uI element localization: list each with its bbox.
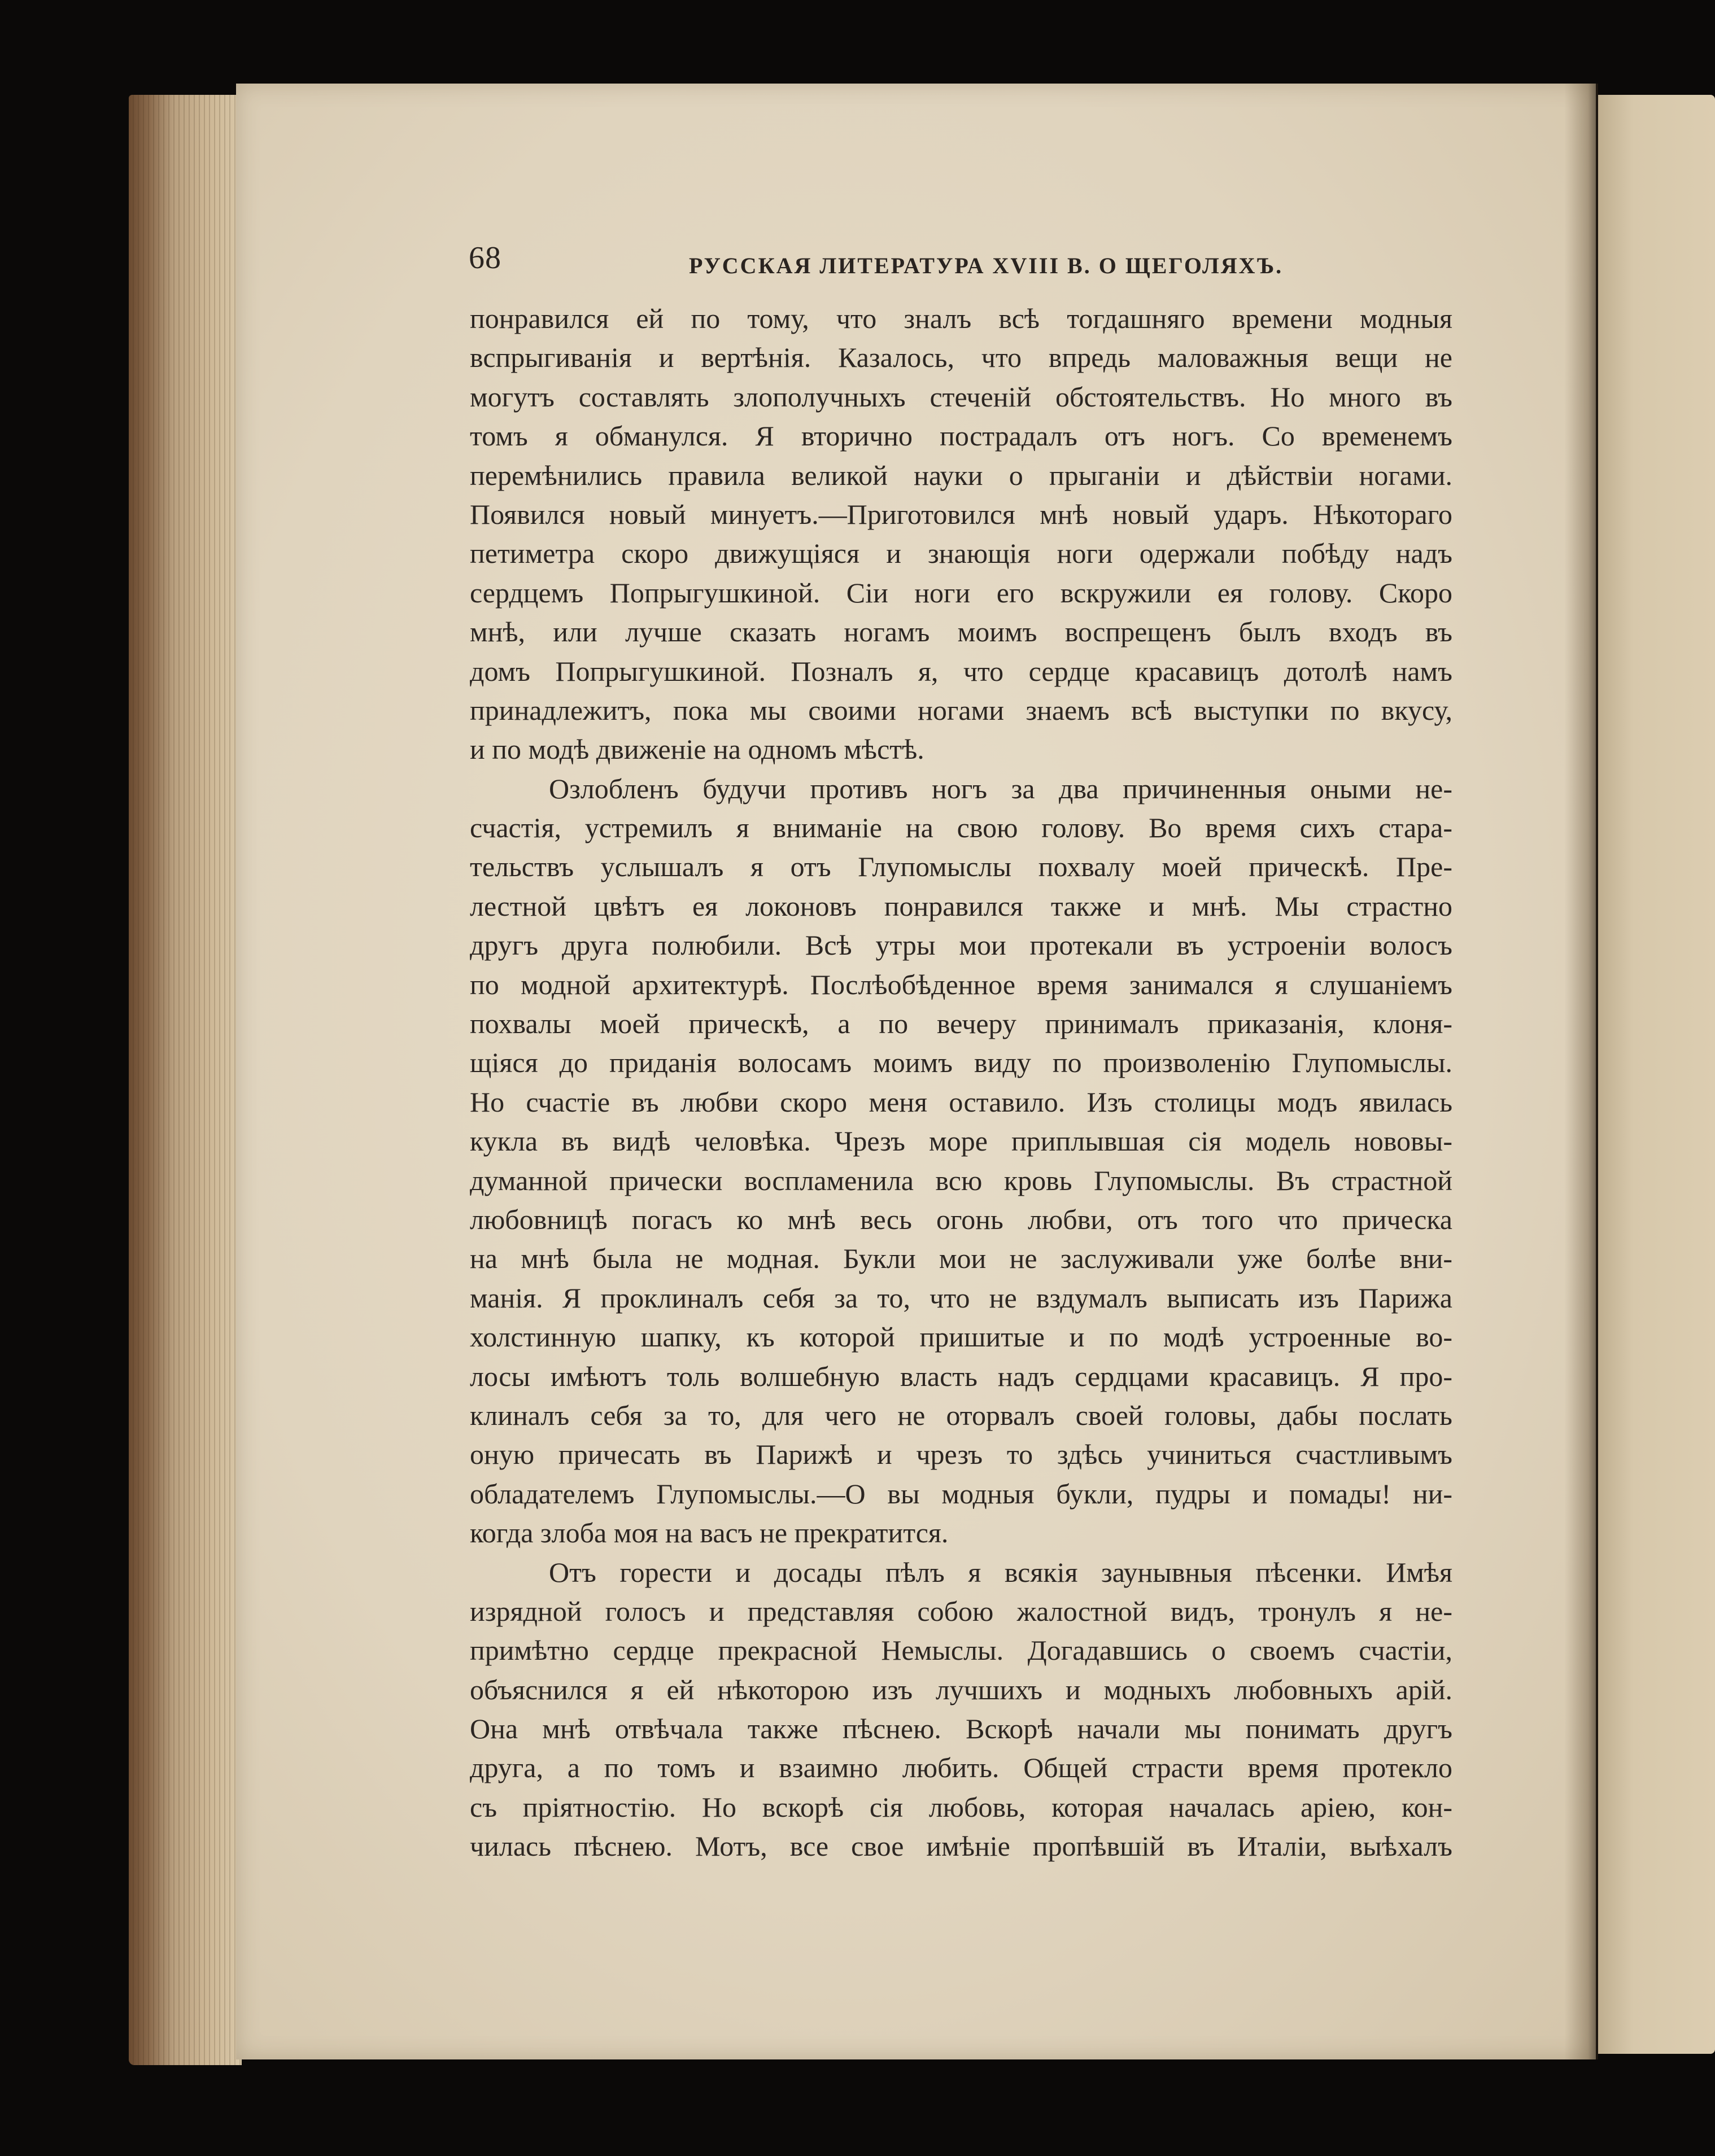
text-line: обладателемъ Глупомыслы.—О вы модныя букли, пудры и помады! ни- xyxy=(470,1477,1452,1510)
book-fore-edge xyxy=(129,95,242,2065)
text-line: петиметра скоро движущіяся и знающія ноги одержали побѣду надъ xyxy=(470,537,1452,570)
text-line: съ пріятностію. Но вскорѣ сія любовь, которая началась аріею, кон- xyxy=(470,1791,1452,1823)
page-gutter-shadow xyxy=(1564,84,1598,2059)
text-line: чилась пѣснею. Мотъ, все свое имѣніе пропѣвшій въ Италіи, выѣхалъ xyxy=(470,1830,1452,1862)
text-line: лестной цвѣтъ ея локоновъ понравился также и мнѣ. Мы страстно xyxy=(470,890,1452,922)
text-line: изрядной голосъ и представляя собою жалостной видъ, тронулъ я не- xyxy=(470,1595,1452,1627)
text-line: мнѣ, или лучше сказать ногамъ моимъ воспрещенъ былъ входъ въ xyxy=(470,616,1452,648)
text-line: друга, а по томъ и взаимно любить. Общей страсти время протекло xyxy=(470,1752,1452,1784)
text-line: на мнѣ была не модная. Букли мои не заслуживали уже болѣе вни- xyxy=(470,1243,1452,1275)
text-line: похвалы моей прическѣ, а по вечеру принималъ приказанія, клоня- xyxy=(470,1008,1452,1040)
text-line: домъ Попрыгушкиной. Позналъ я, что сердце красавицъ дотолѣ намъ xyxy=(470,655,1452,687)
text-line: тельствъ услышалъ я отъ Глупомыслы похвалу моей прическѣ. Пре- xyxy=(470,851,1452,883)
text-line: принадлежитъ, пока мы своими ногами знаемъ всѣ выступки по вкусу, xyxy=(470,694,1452,726)
text-line: оную причесать въ Парижѣ и чрезъ то здѣсь учиниться счастливымъ xyxy=(470,1438,1452,1471)
running-head: РУССКАЯ ЛИТЕРАТУРА XVIII В. О ЩЕГОЛЯХЪ. xyxy=(689,253,1284,278)
paragraph-start-line: Отъ горести и досады пѣлъ я всякія заунывныя пѣсенки. Имѣя xyxy=(549,1556,1452,1588)
text-line: сердцемъ Попрыгушкиной. Сіи ноги его вскружили ея голову. Скоро xyxy=(470,576,1452,609)
text-line: понравился ей по тому, что зналъ всѣ тогдашняго времени модныя xyxy=(470,303,1452,334)
text-line: вспрыгиванія и вертѣнія. Казалось, что впредь маловажныя вещи не xyxy=(470,342,1452,374)
text-line: по модной архитектурѣ. Послѣобѣденное время занимался я слушаніемъ xyxy=(470,968,1452,1000)
text-line: кукла въ видѣ человѣка. Чрезъ море приплывшая сія модель нововы- xyxy=(470,1125,1452,1157)
text-line: примѣтно сердце прекрасной Немыслы. Догадавшись о своемъ счастіи, xyxy=(470,1634,1452,1667)
text-line: холстинную шапку, къ которой пришитые и по модѣ устроенные во- xyxy=(470,1321,1452,1353)
text-line: клиналъ себя за то, для чего не оторвалъ своей головы, дабы послать xyxy=(470,1399,1452,1431)
page-header xyxy=(469,240,1451,285)
text-line: другъ друга полюбили. Всѣ утры мои протекали въ устроеніи волосъ xyxy=(470,929,1452,961)
body-text xyxy=(470,299,1452,1866)
text-line: манія. Я проклиналъ себя за то, что не вздумалъ выписать изъ Парижа xyxy=(470,1282,1452,1314)
text-line: перемѣнились правила великой науки о прыганіи и дѣйствіи ногами. xyxy=(470,459,1452,491)
text-line: могутъ составлять злополучныхъ стеченій обстоятельствъ. Но много въ xyxy=(470,381,1452,413)
text-line: объяснился я ей нѣкоторою изъ лучшихъ и модныхъ любовныхъ арій. xyxy=(470,1673,1452,1705)
text-line: думанной прически воспламенила всю кровь Глупомыслы. Въ страстной xyxy=(470,1164,1452,1196)
text-line: Появился новый минуетъ.—Приготовился мнѣ новый ударъ. Нѣкотораго xyxy=(470,498,1452,530)
paragraph-start-line: Озлобленъ будучи противъ ногъ за два причиненныя оными не- xyxy=(549,772,1452,804)
text-line: томъ я обманулся. Я вторично пострадалъ отъ ногъ. Со временемъ xyxy=(470,420,1452,452)
text-line: счастія, устремилъ я вниманіе на свою голову. Во время сихъ стара- xyxy=(470,812,1452,844)
text-line: щіяся до приданія волосамъ моимъ виду по произволенію Глупомыслы. xyxy=(470,1047,1452,1079)
text-line: Но счастіе въ любви скоро меня оставило. Изъ столицы модъ явилась xyxy=(470,1086,1452,1118)
paragraph-end-line: когда злоба моя на васъ не прекратится. xyxy=(470,1517,949,1549)
text-line: лосы имѣютъ толь волшебную власть надъ сердцами красавицъ. Я про- xyxy=(470,1360,1452,1392)
page-number: 68 xyxy=(469,240,501,275)
text-line: любовницѣ погасъ ко мнѣ весь огонь любви, отъ того что прическа xyxy=(470,1203,1452,1235)
text-line: Она мнѣ отвѣчала также пѣснею. Вскорѣ начали мы понимать другъ xyxy=(470,1713,1452,1745)
paragraph-end-line: и по модѣ движеніе на одномъ мѣстѣ. xyxy=(470,733,924,766)
facing-page-edge xyxy=(1598,95,1715,2054)
